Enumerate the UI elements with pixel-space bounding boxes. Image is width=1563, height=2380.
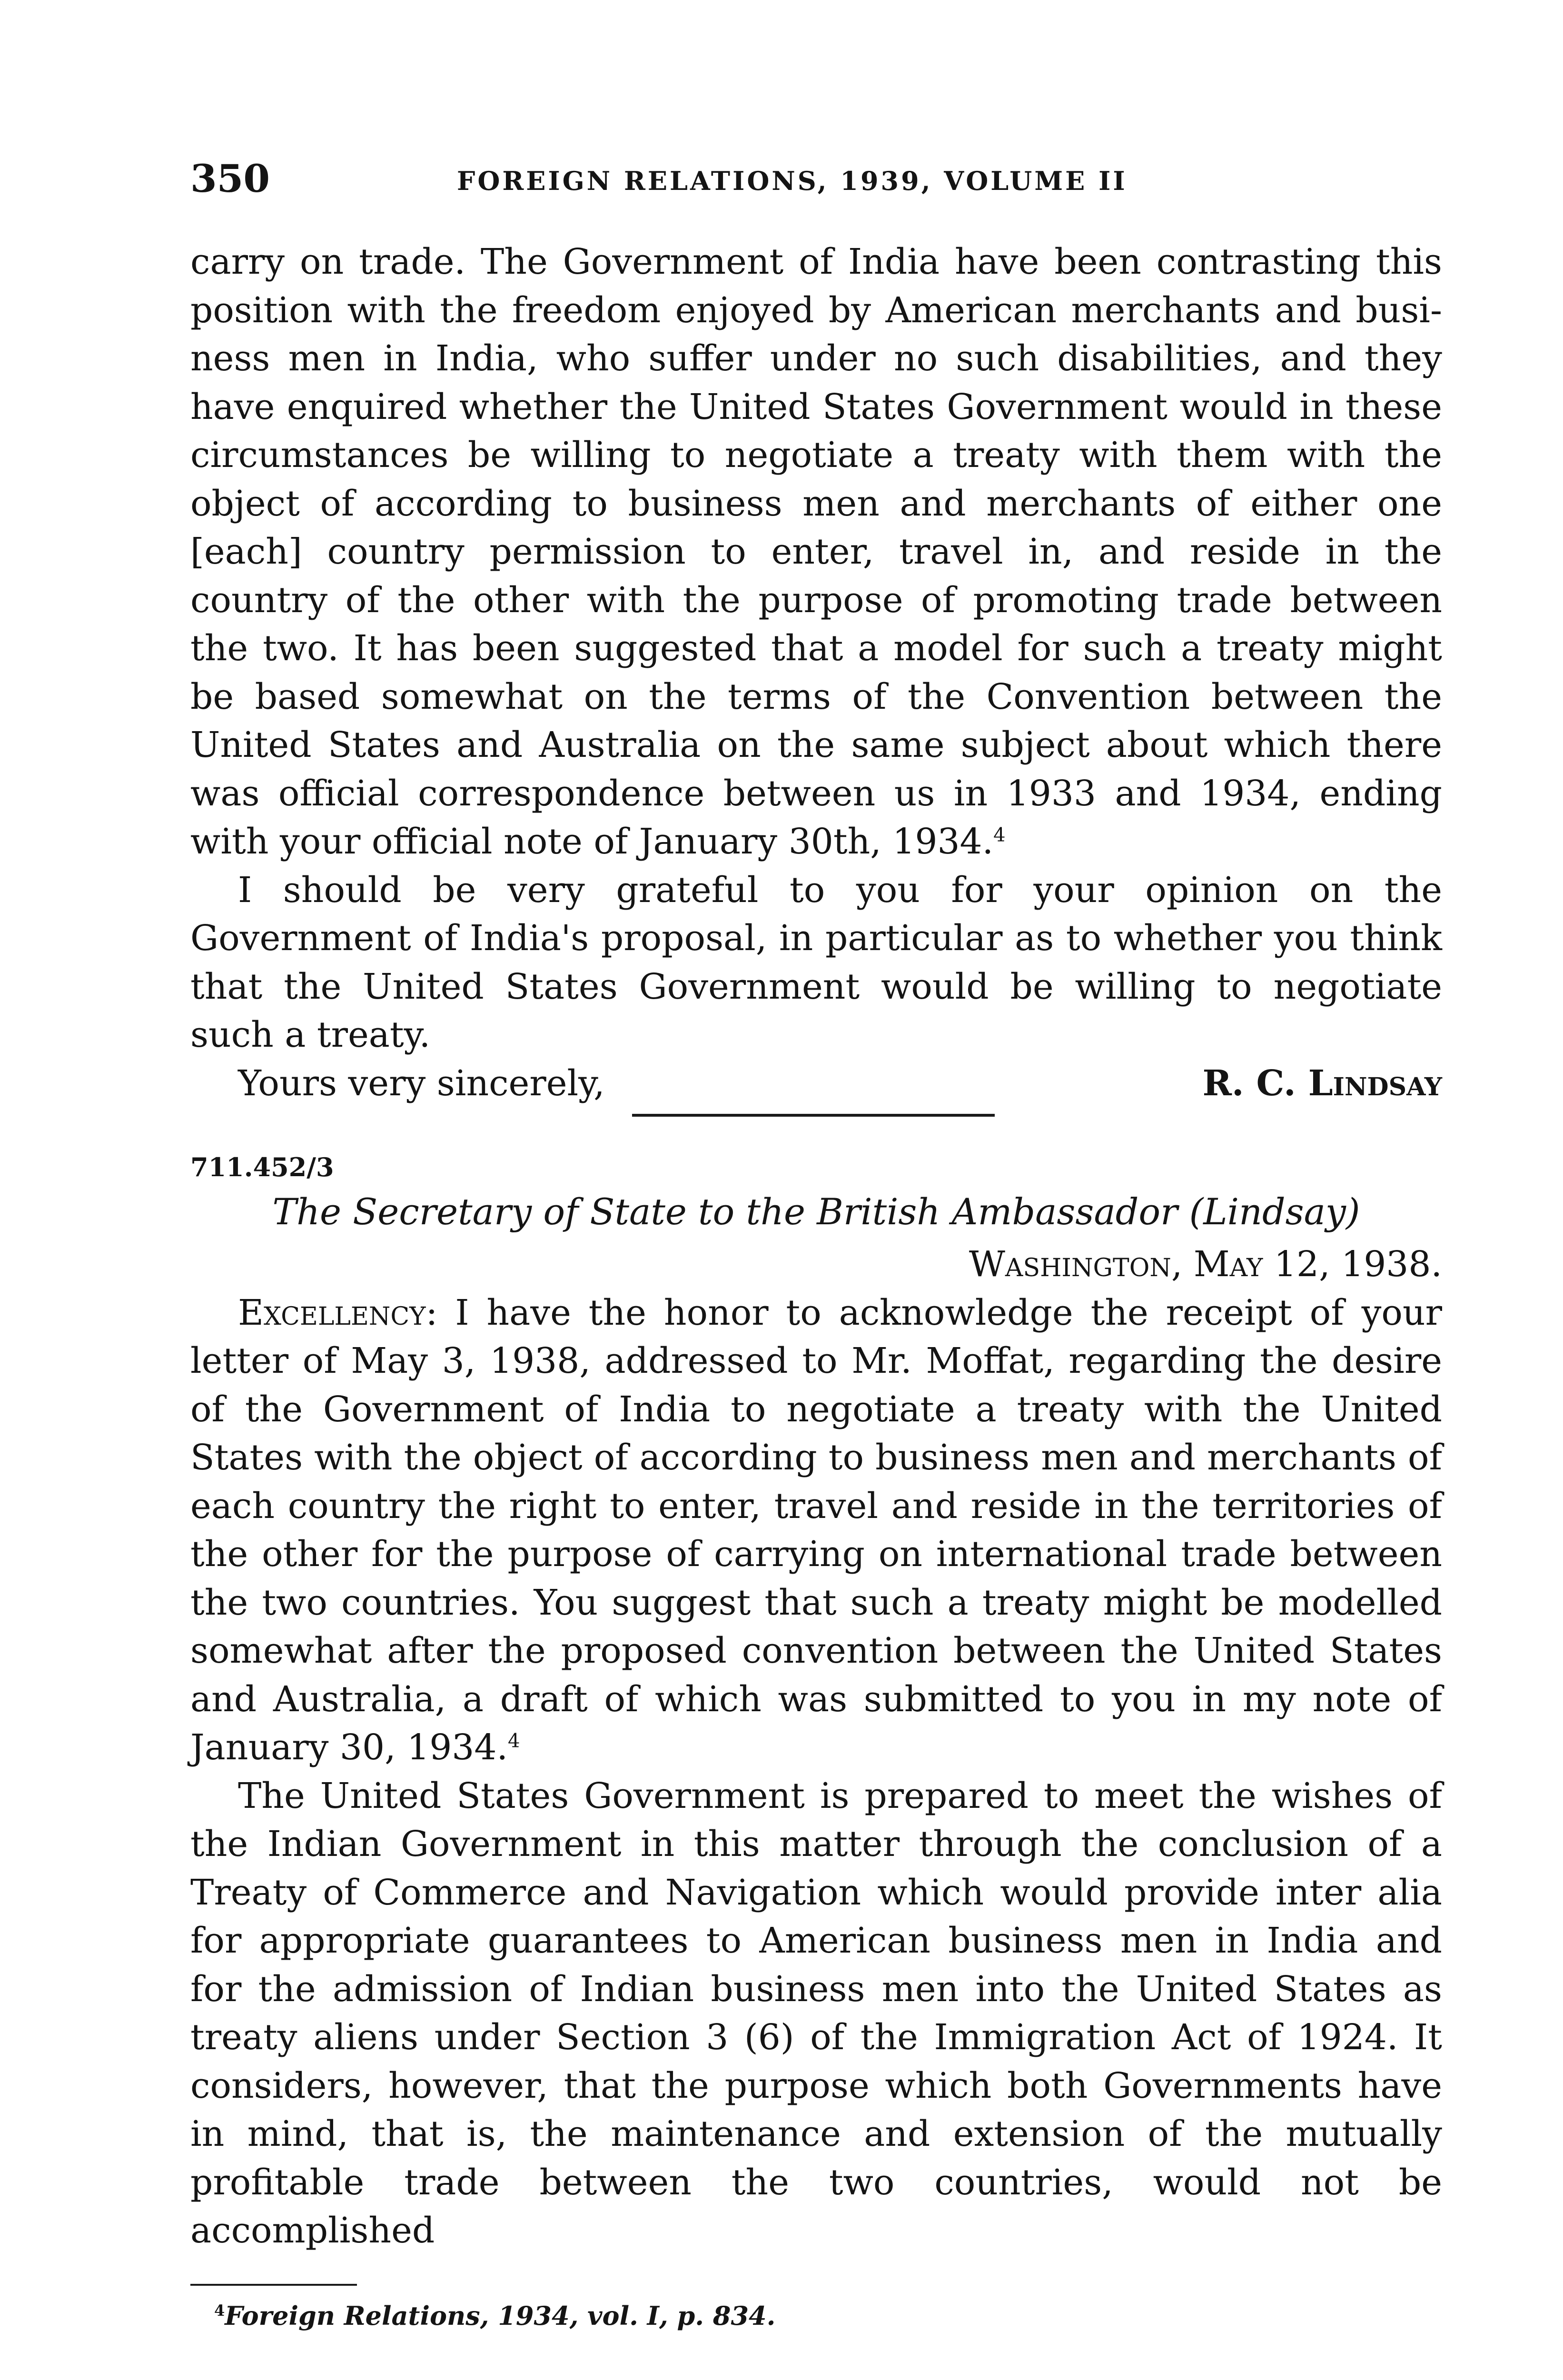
page-header xyxy=(190,155,1442,207)
footnote-reference: 4 xyxy=(507,1730,520,1752)
reply-paragraph-1-text: I have the honor to acknowledge the receipt of your letter of May 3, 1938, addressed to Mr. Moffat, regarding the desire of the Government of India to negotiate a treaty with the United States with the object of according to business men and merchants of each country the right to enter, travel and reside in the territories of the other for the purpose of carrying on international trade between the two countries. You suggest that such a treaty might be modelled somewhat after the proposed convention between the United States and Australia, a draft of which was submitted to you in my note of January 30, 1934. xyxy=(190,1292,1442,1768)
letter-paragraph-1-text: carry on trade. The Government of India have been contrasting this position with the freedom enjoyed by American merchants and business men in India, who suffer under no such disabilities, and they have enquired whether the United States Government would in these circumstances be willing to negotiate a treaty with them with the object of according to business men and merchants of either one [each] country permission to enter, travel in, and reside in the country of the other with the purpose of promoting trade between the two. It has been suggested that a model for such a treaty might be based somewhat on the terms of the Convention between the United States and Australia on the same subject about which there was official correspondence between us in 1933 and 1934, ending with your official note of January 30th, 1934. xyxy=(190,241,1442,862)
page-number: 350 xyxy=(190,156,270,201)
salutation: Excellency: xyxy=(238,1292,438,1333)
footnote-divider xyxy=(190,2284,357,2286)
dateline: Washington, May 12, 1938. xyxy=(969,1244,1442,1285)
reply-letter xyxy=(190,1240,1442,2255)
reply-paragraph-2: The United States Government is prepared to meet the wishes of the Indian Government in this matter through the conclusion of a Treaty of Commerce and Navigation which would provide inter alia for appropriate guarantees to American business men in India and for the admission of Indian business men into the United States as treaty aliens under Section 3 (6) of the Immigration Act of 1924. It considers, however, that the purpose which both Governments have in mind, that is, the maintenance and extension of the mutually profitable trade between the two countries, would not be accomplished xyxy=(190,1775,1442,2251)
footnote xyxy=(214,2297,775,2335)
valediction: Yours very sincerely, xyxy=(238,1062,605,1104)
section-divider xyxy=(632,1114,995,1117)
footnote-mark: 4 xyxy=(214,2301,225,2320)
letter-paragraph-1 xyxy=(190,238,1442,866)
signature: R. C. Lindsay xyxy=(1202,1062,1442,1104)
letter-continuation xyxy=(190,238,1442,1108)
letter-paragraph-2: I should be very grateful to you for your opinion on the Government of India's proposal, in particular as to whether you think that the United States Government would be willing to negotiate such a treaty. xyxy=(190,869,1442,1055)
file-number: 711.452/3 xyxy=(190,1152,334,1182)
footnote-text: Foreign Relations, 1934, vol. I, p. 834. xyxy=(225,2301,776,2331)
document-title: The Secretary of State to the British Ambassador (Lindsay) xyxy=(272,1190,1360,1233)
reply-paragraph-1 xyxy=(190,1289,1442,1772)
footnote-reference: 4 xyxy=(993,824,1006,846)
running-head: FOREIGN RELATIONS, 1939, VOLUME II xyxy=(457,166,1128,196)
letter-closing xyxy=(190,1060,1442,1108)
